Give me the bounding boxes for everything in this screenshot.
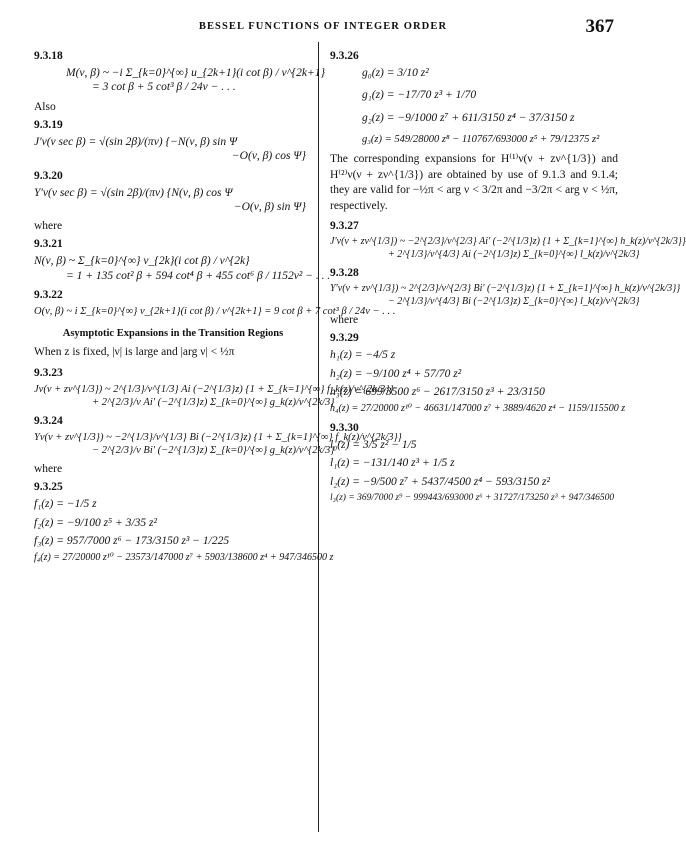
equation-line: l₂(z) = −9/500 z⁷ + 5437/4500 z⁴ − 593/3150 z² [330, 475, 550, 488]
where-text: where [330, 314, 359, 327]
equation-number: 9.3.25 [34, 481, 63, 494]
where-text: where [34, 463, 63, 476]
equation-line: Y′ν(ν + zν^{1/3}) ~ 2^{2/3}/ν^{2/3} Bi′ (−2^{1/3}z) {1 + Σ_{k=1}^{∞} h_k(z)/ν^{2k/3}} [330, 283, 681, 295]
equation-9-3-27 [330, 220, 686, 261]
equation-9-3-22 [34, 289, 396, 318]
equation-line: h₁(z) = −4/5 z [330, 349, 396, 362]
equation-line: = 3 cot β + 5 cot³ β / 24ν − . . . [92, 81, 236, 94]
equation-number: 9.3.18 [34, 50, 63, 62]
equation-line: f₄(z) = 27/20000 z¹⁰ − 23573/147000 z⁷ + 5903/138600 z⁴ + 947/346500 z [34, 552, 334, 564]
equation-number: 9.3.28 [330, 267, 359, 280]
equation-number: 9.3.21 [34, 238, 63, 251]
where-text: where [34, 220, 63, 233]
equation-line: −O(ν, β) sin Ψ} [233, 200, 306, 213]
equation-line: f₂(z) = −9/100 z⁵ + 3/35 z² [34, 516, 157, 529]
equation-line: h₃(z) = 699/3500 z⁶ − 2617/3150 z³ + 23/3150 [330, 386, 545, 399]
equation-line: f₃(z) = 957/7000 z⁶ − 173/3150 z³ − 1/225 [34, 534, 230, 547]
also-text: Also [34, 100, 56, 113]
equation-line: g₂(z) = −9/1000 z⁷ + 611/3150 z⁴ − 37/3150 z [362, 111, 575, 124]
equation-9-3-20 [34, 170, 312, 215]
equation-9-3-29 [330, 332, 626, 416]
equation-line: + 2^{1/3}/ν^{4/3} Ai (−2^{1/3}z) Σ_{k=0}^{∞} l_k(z)/ν^{2k/3} [388, 248, 640, 260]
equation-line: Jν(ν + zν^{1/3}) ~ 2^{1/3}/ν^{1/3} Ai (−2^{1/3}z) {1 + Σ_{k=1}^{∞} f_k(z)/ν^{2k/3}} [34, 383, 394, 395]
equation-line: h₄(z) = 27/20000 z¹⁰ − 46631/147000 z⁷ + 3889/4620 z⁴ − 1159/115500 z [330, 403, 626, 415]
equation-number: 9.3.29 [330, 332, 359, 345]
equation-line: J′ν(ν sec β) = √(sin 2β)/(πν) {−N(ν, β) sin Ψ [34, 135, 238, 148]
equation-line: − 2^{2/3}/ν Bi′ (−2^{1/3}z) Σ_{k=0}^{∞} g_k(z)/ν^{2k/3} [92, 445, 335, 457]
equation-line: h₂(z) = −9/100 z⁴ + 57/70 z² [330, 367, 462, 380]
equation-9-3-18 [34, 50, 326, 95]
equation-line: M(ν, β) ~ −i Σ_{k=0}^{∞} u_{2k+1}(i cot β) / ν^{2k+1} [66, 67, 326, 79]
equation-9-3-30 [330, 422, 618, 505]
equation-line: J′ν(ν + zν^{1/3}) ~ −2^{2/3}/ν^{2/3} Ai′ (−2^{1/3}z) {1 + Σ_{k=1}^{∞} h_k(z)/ν^{2k/3}} [330, 236, 686, 248]
equation-line: O(ν, β) ~ i Σ_{k=0}^{∞} v_{2k+1}(i cot β) / ν^{2k+1} = 9 cot β + 7 cot³ β / 24ν − . . . [34, 306, 396, 317]
equation-line: f₁(z) = −1/5 z [34, 498, 97, 511]
equation-line: + 2^{2/3}/ν Ai′ (−2^{1/3}z) Σ_{k=0}^{∞} g_k(z)/ν^{2k/3} [92, 396, 335, 408]
equation-number: 9.3.30 [330, 421, 359, 434]
equation-line: l₀(z) = 3/5 z² − 1/5 [330, 438, 417, 451]
equation-number: 9.3.19 [34, 118, 63, 131]
equation-9-3-26 [330, 50, 618, 146]
equation-line: = 1 + 135 cot² β + 594 cot⁴ β + 455 cot⁶ β / 1152ν² − . . . [66, 269, 331, 282]
equation-9-3-28 [330, 267, 681, 308]
equation-number: 9.3.22 [34, 289, 63, 301]
equation-line: − 2^{1/3}/ν^{4/3} Bi (−2^{1/3}z) Σ_{k=0}^{∞} l_k(z)/ν^{2k/3} [388, 295, 640, 307]
equation-line: g₀(z) = 3/10 z² [362, 67, 429, 79]
page-header [32, 16, 614, 38]
equation-number: 9.3.27 [330, 220, 359, 233]
equation-line: l₃(z) = 369/7000 z⁹ − 999443/693000 z⁶ + 31727/173250 z³ + 947/346500 [330, 493, 615, 504]
equation-number: 9.3.24 [34, 414, 63, 427]
section-heading: Asymptotic Expansions in the Transition Regions [62, 328, 284, 340]
equation-line: Y′ν(ν sec β) = √(sin 2β)/(πν) {N(ν, β) cos Ψ [34, 186, 233, 199]
equation-number: 9.3.26 [330, 50, 359, 62]
equation-line: g₁(z) = −17/70 z³ + 1/70 [362, 89, 477, 102]
equation-line: l₁(z) = −131/140 z³ + 1/5 z [330, 457, 455, 470]
right-column [330, 44, 686, 511]
equation-line: g₃(z) = 549/28000 z⁸ − 110767/693000 z⁵ + 79/12375 z² [362, 134, 600, 146]
equation-9-3-19 [34, 119, 312, 164]
equation-line: N(ν, β) ~ Σ_{k=0}^{∞} v_{2k}(i cot β) / ν^{2k} [34, 255, 250, 268]
equation-number: 9.3.23 [34, 366, 63, 379]
equation-line: −O(ν, β) cos Ψ} [231, 150, 306, 163]
running-title: BESSEL FUNCTIONS OF INTEGER ORDER [198, 21, 448, 32]
corresponding-paragraph: The corresponding expansions for H⁽¹⁾ν(ν + zν^{1/3}) and H⁽²⁾ν(ν + zν^{1/3}) are obtained by use of 9.1.3 and 9.1.4; they are valid for −½π < arg ν < 3/2π and −3/2π < arg ν < ½π, respectively. [330, 153, 618, 212]
transition-condition: When z is fixed, |ν| is large and |arg ν| < ½π [34, 346, 235, 359]
equation-9-3-23 [34, 366, 394, 409]
equation-9-3-25 [34, 481, 334, 565]
equation-line: Yν(ν + zν^{1/3}) ~ −2^{1/3}/ν^{1/3} Bi (−2^{1/3}z) {1 + Σ_{k=1}^{∞} f_k(z)/ν^{2k/3}} [34, 431, 402, 443]
equation-number: 9.3.20 [34, 169, 63, 182]
page-number: 367 [585, 16, 614, 37]
equation-9-3-21 [34, 238, 331, 283]
